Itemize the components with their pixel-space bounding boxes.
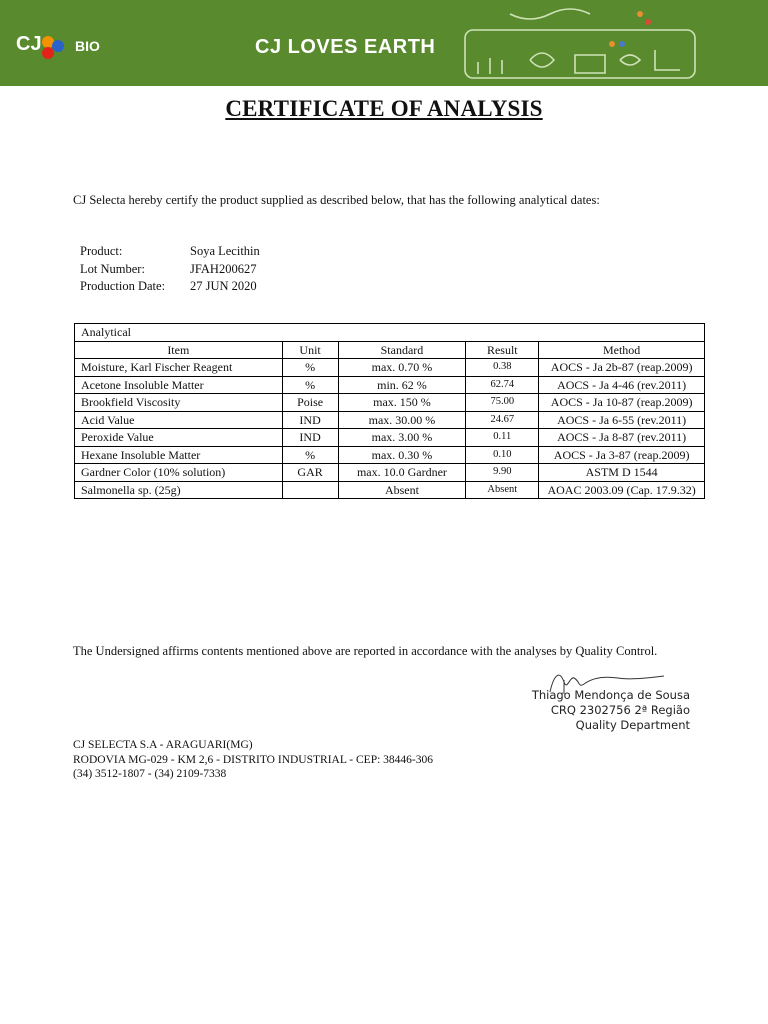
intro-text: CJ Selecta hereby certify the product supplied as described below, that has the following analytical dates: <box>73 193 600 207</box>
cell-item: Acid Value <box>75 411 283 429</box>
cell-result: Absent <box>466 481 539 499</box>
company-address <box>73 738 433 782</box>
cell-standard: max. 150 % <box>338 394 466 412</box>
product-info <box>80 244 260 297</box>
header-banner <box>0 0 768 86</box>
cell-unit: % <box>282 376 338 394</box>
column-header: Unit <box>282 341 338 359</box>
cell-method: AOCS - Ja 4-46 (rev.2011) <box>539 376 705 394</box>
logo-cj: CJ <box>16 33 42 55</box>
cell-standard: max. 0.30 % <box>338 446 466 464</box>
cell-item: Gardner Color (10% solution) <box>75 464 283 482</box>
cell-method: AOCS - Ja 6-55 (rev.2011) <box>539 411 705 429</box>
info-row-product <box>80 244 260 262</box>
cell-standard: min. 62 % <box>338 376 466 394</box>
logo-bio: BIO <box>75 38 100 54</box>
table-caption-row <box>75 324 705 342</box>
column-header: Standard <box>338 341 466 359</box>
column-header: Result <box>466 341 539 359</box>
table-row <box>75 481 705 499</box>
cell-method: AOCS - Ja 3-87 (reap.2009) <box>539 446 705 464</box>
affirmation-statement: The Undersigned affirms contents mentioned above are reported in accordance with the analyses by Quality Control. <box>73 644 658 658</box>
slogan: CJ LOVES EARTH <box>255 36 436 58</box>
analysis-table <box>74 323 705 499</box>
info-label: Production Date: <box>80 279 166 293</box>
document-title-block <box>0 96 768 122</box>
cell-unit: % <box>282 359 338 377</box>
signatory-registration: CRQ 2302756 2ª Região <box>550 703 690 717</box>
cell-method: AOCS - Ja 10-87 (reap.2009) <box>539 394 705 412</box>
address-line: (34) 3512-1807 - (34) 2109-7338 <box>73 768 227 780</box>
column-header: Item <box>75 341 283 359</box>
cell-unit: GAR <box>282 464 338 482</box>
cell-standard: Absent <box>338 481 466 499</box>
column-header: Method <box>539 341 705 359</box>
signatory-name: Thiago Mendonça de Sousa <box>531 688 690 702</box>
info-value: 27 JUN 2020 <box>190 279 257 293</box>
cell-result: 24.67 <box>466 411 539 429</box>
cell-item: Acetone Insoluble Matter <box>75 376 283 394</box>
cell-standard: max. 30.00 % <box>338 411 466 429</box>
table-row <box>75 394 705 412</box>
table-caption: Analytical <box>75 324 705 342</box>
cell-result: 0.10 <box>466 446 539 464</box>
table-row <box>75 429 705 447</box>
cell-standard: max. 0.70 % <box>338 359 466 377</box>
document-title: CERTIFICATE OF ANALYSIS <box>225 96 543 121</box>
cell-standard: max. 10.0 Gardner <box>338 464 466 482</box>
info-row-lot <box>80 262 260 280</box>
cell-standard: max. 3.00 % <box>338 429 466 447</box>
info-value: JFAH200627 <box>190 261 257 276</box>
cell-method: ASTM D 1544 <box>539 464 705 482</box>
cell-method: AOCS - Ja 8-87 (rev.2011) <box>539 429 705 447</box>
cell-result: 0.11 <box>466 429 539 447</box>
cell-item: Brookfield Viscosity <box>75 394 283 412</box>
cell-result: 62.74 <box>466 376 539 394</box>
table-row <box>75 464 705 482</box>
info-row-date <box>80 279 260 297</box>
cell-result: 0.38 <box>466 359 539 377</box>
cell-item: Peroxide Value <box>75 429 283 447</box>
info-label: Product: <box>80 244 123 258</box>
cell-unit: % <box>282 446 338 464</box>
table-row <box>75 411 705 429</box>
cell-unit: IND <box>282 411 338 429</box>
table-header-row <box>75 341 705 359</box>
cell-method: AOCS - Ja 2b-87 (reap.2009) <box>539 359 705 377</box>
signatory-details <box>532 688 690 733</box>
table-row <box>75 446 705 464</box>
cell-result: 9.90 <box>466 464 539 482</box>
signatory-department: Quality Department <box>575 718 690 732</box>
address-line: RODOVIA MG-029 - KM 2,6 - DISTRITO INDUSTRIAL - CEP: 38446-306 <box>73 753 434 766</box>
cell-method: AOAC 2003.09 (Cap. 17.9.32) <box>539 481 705 499</box>
info-label: Lot Number: <box>80 261 145 276</box>
cell-item: Moisture, Karl Fischer Reagent <box>75 359 283 377</box>
address-line: CJ SELECTA S.A - ARAGUARI(MG) <box>73 739 253 751</box>
cell-item: Salmonella sp. (25g) <box>75 481 283 499</box>
table-row <box>75 359 705 377</box>
cell-result: 75.00 <box>466 394 539 412</box>
cell-unit: IND <box>282 429 338 447</box>
cell-unit <box>282 481 338 499</box>
signature-block <box>520 660 690 735</box>
table-row <box>75 376 705 394</box>
info-value: Soya Lecithin <box>190 244 260 258</box>
cell-unit: Poise <box>282 394 338 412</box>
cell-item: Hexane Insoluble Matter <box>75 446 283 464</box>
